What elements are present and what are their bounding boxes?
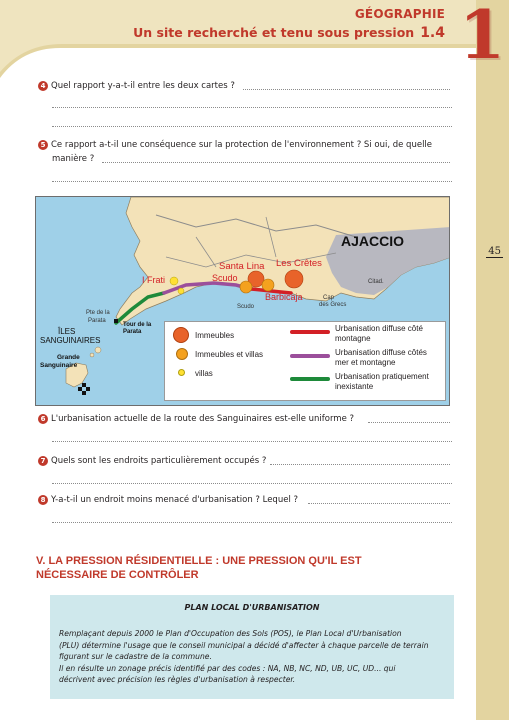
label-parata: Parata — [88, 318, 106, 324]
box-line: figurant sur le cadastre de la commune. — [59, 652, 212, 661]
box-line: décrivent avec précision les règles d'urbanisation à respecter. — [59, 675, 296, 684]
chapter-number: 1 — [459, 0, 505, 74]
lighthouse-marker — [78, 383, 90, 395]
legend-immeubles-villas: Immeubles et villas — [195, 350, 264, 359]
question-text: Y-a-t-il un endroit moins menacé d'urbanisation ? Lequel ? — [51, 495, 299, 505]
box-line: Remplaçant depuis 2000 le Plan d'Occupation des Sols (POS), le Plan Local d'Urbanisation — [59, 629, 402, 638]
header-title — [133, 25, 445, 41]
label-barbicaja: Barbicaja — [265, 292, 303, 302]
question-4 — [38, 80, 235, 92]
settlement-i-frati — [170, 277, 178, 285]
legend-dot-villas — [178, 369, 185, 376]
question-8 — [38, 494, 298, 506]
lesson-title: Un site recherché et tenu sous pression — [133, 25, 415, 40]
box-text — [59, 628, 449, 686]
label-tour-parata-2: Parata — [123, 329, 142, 335]
answer-line[interactable] — [52, 483, 452, 484]
question-5 — [38, 139, 432, 151]
legend-urb-none-2: inexistante — [335, 382, 374, 391]
answer-line[interactable] — [308, 503, 450, 504]
label-les-cretes: Les Crêtes — [276, 258, 322, 269]
header-subject: GÉOGRAPHIE — [354, 7, 445, 21]
answer-line[interactable] — [270, 464, 450, 465]
legend-line-red — [290, 330, 330, 334]
label-des-grecs: des Grecs — [319, 302, 347, 308]
label-cap: Cap — [323, 295, 335, 301]
urbanisation-map — [35, 196, 450, 406]
label-i-frati: I Frati — [142, 275, 166, 285]
question-text: Quel rapport y-a-t-il entre les deux cartes ? — [51, 81, 235, 91]
legend-immeubles: Immeubles — [195, 331, 235, 340]
question-badge: 4 — [38, 81, 48, 91]
box-title: PLAN LOCAL D'URBANISATION — [184, 603, 320, 612]
settlement-villa — [178, 288, 184, 294]
label-sanguinaires: SANGUINAIRES — [40, 336, 101, 345]
legend-line-green — [290, 377, 330, 381]
legend-dot-immeubles-villas — [176, 348, 188, 360]
question-badge: 8 — [38, 495, 48, 505]
legend-urb-mer-2: mer et montagne — [335, 358, 396, 367]
box-line: Il en résulte un zonage précis identifié par des codes : NA, NB, NC, ND, UB, UC, UD... qui — [59, 663, 396, 673]
label-santa-lina: Santa Lina — [219, 261, 265, 272]
box-line: (PLU) détermine l'usage que le conseil municipal a décidé d'affecter à chaque parcelle de terrain — [59, 640, 429, 650]
section-title-line-2: NÉCESSAIRE DE CONTRÔLER — [36, 569, 199, 581]
label-grande: Grande — [57, 354, 80, 361]
question-text: L'urbanisation actuelle de la route des Sanguinaires est-elle uniforme ? — [51, 414, 355, 424]
legend-line-purple — [290, 354, 330, 358]
legend-urb-mer-1: Urbanisation diffuse côtés — [335, 348, 427, 357]
lesson-number: 1.4 — [420, 25, 445, 41]
plu-info-box — [50, 595, 454, 699]
answer-line[interactable] — [52, 126, 452, 127]
label-scudo: Scudo — [212, 273, 238, 283]
legend-urb-montagne-1: Urbanisation diffuse côté — [335, 324, 423, 333]
legend-dot-immeubles — [173, 327, 189, 343]
answer-line[interactable] — [52, 107, 452, 108]
question-5-continued: manière ? — [52, 154, 95, 164]
legend-urb-montagne-2: montagne — [335, 334, 371, 343]
question-7 — [38, 455, 266, 467]
label-pointe-parata: Pte de la — [86, 310, 110, 316]
question-badge: 6 — [38, 414, 48, 424]
label-grande-sanguinaire: Sanguinaire — [40, 362, 78, 369]
side-strip — [476, 0, 509, 720]
page-number: 45 — [488, 246, 501, 257]
question-text: Quels sont les endroits particulièrement occupés ? — [51, 456, 267, 466]
section-title — [36, 554, 456, 582]
settlement-les-cretes — [285, 270, 303, 288]
section-title-line-1: V. LA PRESSION RÉSIDENTIELLE : UNE PRESSION QU'IL EST — [36, 555, 362, 567]
label-iles: ÎLES — [58, 327, 76, 336]
question-badge: 5 — [38, 140, 48, 150]
answer-line[interactable] — [52, 522, 452, 523]
label-ajaccio: AJACCIO — [341, 233, 405, 249]
legend-villas: villas — [195, 369, 213, 378]
answer-line[interactable] — [52, 181, 452, 182]
settlement-scudo — [240, 281, 252, 293]
answer-line[interactable] — [52, 441, 452, 442]
settlement-barbicaja — [262, 279, 274, 291]
legend-urb-none-1: Urbanisation pratiquement — [335, 372, 429, 381]
map-legend — [164, 321, 446, 401]
answer-line[interactable] — [368, 422, 450, 423]
answer-line[interactable] — [243, 89, 450, 90]
answer-line[interactable] — [102, 162, 450, 163]
label-citadel: Citad. — [368, 279, 384, 285]
question-6 — [38, 413, 354, 425]
label-tour-parata-1: Tour de la — [123, 322, 152, 328]
label-scudo-small: Scudo — [237, 304, 255, 310]
question-badge: 7 — [38, 456, 48, 466]
question-text: Ce rapport a-t-il une conséquence sur la protection de l'environnement ? Si oui, de quelle — [51, 140, 433, 150]
tour-parata-marker — [114, 319, 118, 323]
